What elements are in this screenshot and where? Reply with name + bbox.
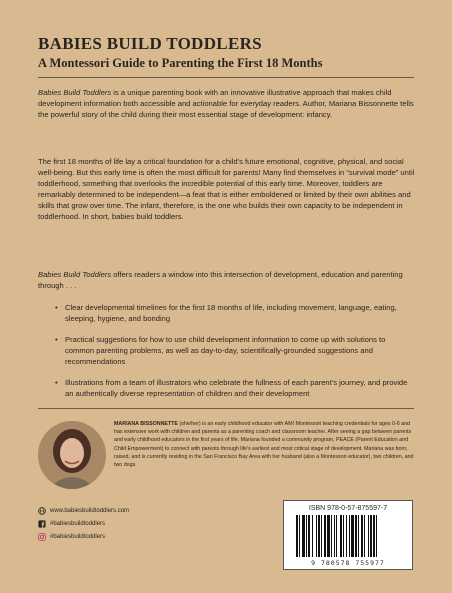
bottom-divider xyxy=(38,408,414,409)
instagram-icon xyxy=(38,533,46,541)
author-photo xyxy=(38,421,106,489)
offers-paragraph xyxy=(38,269,416,291)
book-title: BABIES BUILD TODDLERS xyxy=(38,34,262,53)
instagram-link[interactable] xyxy=(38,533,105,541)
list-item: • Illustrations from a team of illustrators who celebrate the fullness of each parent's journey, and provide an authentically diverse representation of children and their development xyxy=(55,377,415,399)
feature-list xyxy=(55,302,415,409)
intro-text: is a unique parenting book with an innovative illustrative approach that makes child development information both accessible and actionable for everyday readers. Author, Mariana Bissonnette tells the powerful story of the child during their most essential stage of development: infancy. xyxy=(38,88,414,119)
list-item: • Practical suggestions for how to use child development information to come up with solutions to common parenting problems, as well as day-to-day, scientifically-grounded suggestions and recommendations xyxy=(55,334,415,367)
facebook-icon xyxy=(38,520,46,528)
book-title-italic: Babies Build Toddlers xyxy=(38,88,112,97)
intro-paragraph xyxy=(38,87,416,120)
globe-icon xyxy=(38,507,46,515)
isbn-number: ISBN 978-0-57-875597-7 xyxy=(308,505,388,512)
website-text: www.babiesbuildtoddlers.com xyxy=(50,508,130,514)
facebook-link[interactable] xyxy=(38,520,105,528)
context-paragraph: The first 18 months of life lay a critical foundation for a child's future emotional, cognitive, physical, and social well-being. But this early time is often the most difficult for parents! Many find themselves in “survival mode” until toddlerhood, something that overlooks the incredible potential of this early time. Moreover, toddlers are remarkably determined to be independent—a feat that is either emboldened or limited by their own abilities and skills that grow over time. The infant, therefore, is the one who builds their own capacity to be independent in toddlerhood. In short, babies build toddlers. xyxy=(38,157,415,221)
website-link[interactable] xyxy=(38,507,129,515)
book-subtitle: A Montessori Guide to Parenting the First 18 Months xyxy=(38,56,323,70)
book-title-italic: Babies Build Toddlers xyxy=(38,270,112,279)
offers-text: offers readers a window into this intersection of development, education and parenting through . . . xyxy=(38,270,403,290)
instagram-text: #babiesbuildtoddlers xyxy=(50,534,106,540)
author-bio xyxy=(114,420,414,469)
author-bio-text: (she/her) is an early childhood educator with AMI Montessori teaching credentials for ages 0-6 and has extensive work with children and parents as a parenting coach and classroom teacher. After seeing a gap between parents and early childhood educators in the first years of life, Mariana founded a community program, PEACE (Parent Education and Child Empowerment) to connect with parents through life's earliest and most critical stage of development. Mariana was born, raised, and is currently residing in the San Francisco Bay Area with her husband (also a Montessori educator), two children, and two dogs. xyxy=(114,421,414,469)
facebook-text: #babiesbuildtoddlers xyxy=(50,521,106,527)
author-portrait-icon xyxy=(38,421,106,489)
barcode-digits: 9 780578 755977 xyxy=(311,559,385,567)
isbn-barcode xyxy=(283,500,413,570)
top-divider xyxy=(38,77,414,78)
author-name: MARIANA BISSONNETTE xyxy=(114,421,178,427)
list-item: • Clear developmental timelines for the first 18 months of life, including movement, language, eating, sleeping, hygiene, and bonding xyxy=(55,302,415,324)
